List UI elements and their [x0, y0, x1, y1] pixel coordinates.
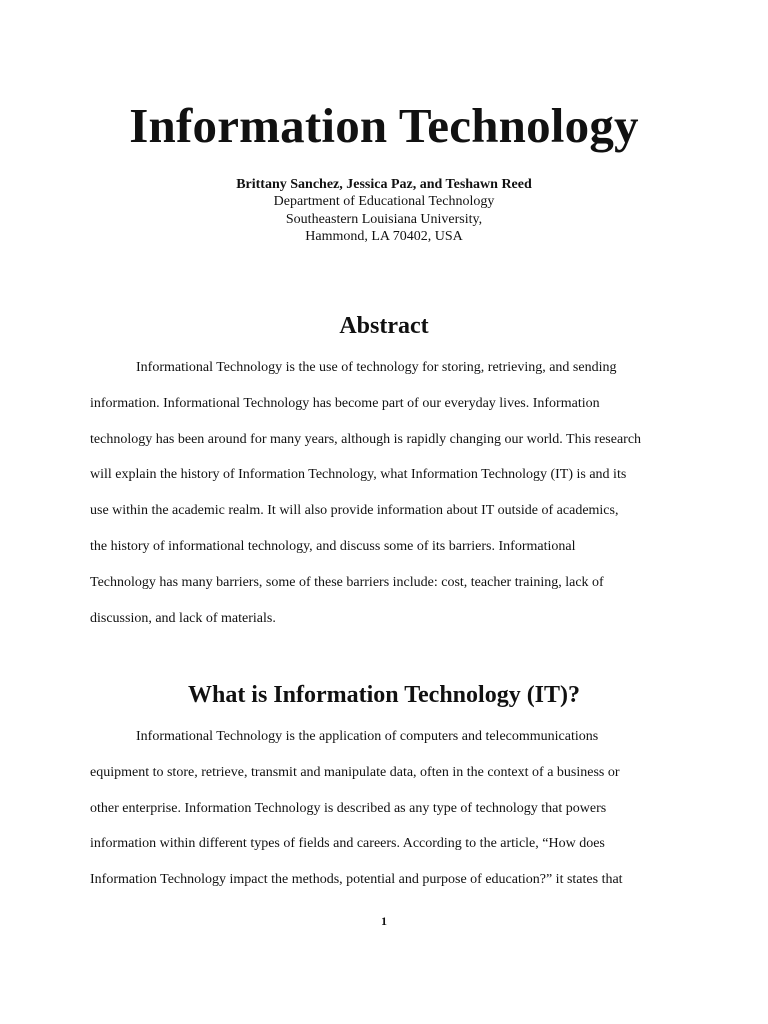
abstract-heading: Abstract [339, 313, 429, 339]
section-line: equipment to store, retrieve, transmit and manipulate data, often in the context of a business or [90, 764, 620, 780]
affiliation-university: Southeastern Louisiana University, [285, 211, 483, 227]
abstract-line: use within the academic realm. It will also provide information about IT outside of academics, [90, 503, 619, 519]
section-line: information within different types of fields and careers. According to the article, “How does [90, 836, 605, 852]
abstract-line: the history of informational technology, and discuss some of its barriers. Informational [90, 538, 576, 554]
author-list: Brittany Sanchez, Jessica Paz, and Teshawn Reed [236, 177, 532, 192]
section-line: other enterprise. Information Technology is described as any type of technology that powers [90, 800, 607, 816]
abstract-line: technology has been around for many years, although is rapidly changing our world. This research [90, 431, 642, 447]
abstract-line: discussion, and lack of materials. [90, 610, 276, 626]
page-number: 1 [381, 914, 387, 928]
abstract-line: Technology has many barriers, some of these barriers include: cost, teacher training, lack of [90, 574, 604, 590]
section-line: Informational Technology is the application of computers and telecommunications [136, 729, 599, 744]
section-line: Information Technology impact the methods, potential and purpose of education?” it states that [90, 872, 623, 888]
abstract-line: will explain the history of Information Technology, what Information Technology (IT) is and its [90, 467, 627, 483]
affiliation-department: Department of Educational Technology [273, 194, 495, 209]
abstract-paragraph [90, 359, 680, 645]
section-heading-what-is-it: What is Information Technology (IT)? [187, 682, 581, 708]
section-paragraph-what-is-it [90, 728, 680, 907]
abstract-line: Informational Technology is the use of technology for storing, retrieving, and sending [136, 360, 617, 375]
affiliation-address: Hammond, LA 70402, USA [305, 229, 463, 244]
abstract-line: information. Informational Technology has become part of our everyday lives. Information [90, 395, 600, 411]
affiliation-block [0, 193, 768, 246]
document-title: Information Technology [129, 98, 639, 153]
